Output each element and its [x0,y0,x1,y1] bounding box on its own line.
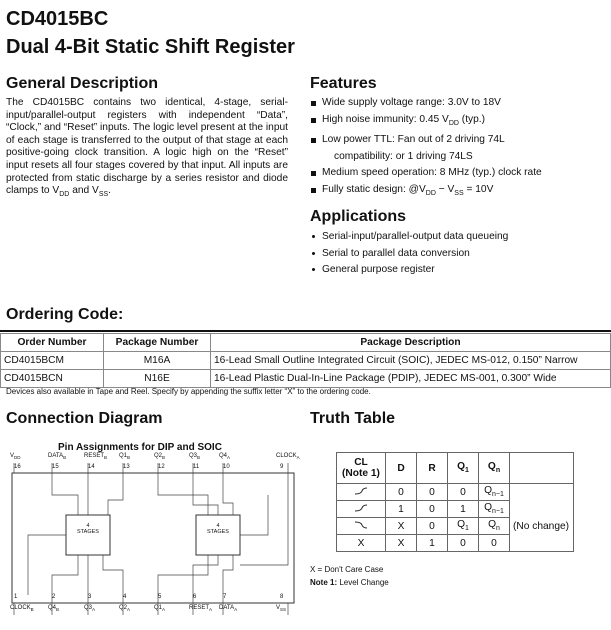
table-row [1,352,611,370]
cl-cell [337,484,386,501]
feature-item: Medium speed operation: 8 MHz (typ.) clock rate [310,165,610,182]
application-item: Serial-input/parallel-output data queueing [310,229,610,246]
table-row [337,484,574,501]
pin-label: $Q4_A$ [219,453,231,461]
features-heading: Features [310,75,377,92]
pin-number: 13 [123,464,130,470]
pin-label: $DATA_A$ [219,605,238,613]
pin-label: $V_{SS}$ [276,605,287,613]
d-cell: X [386,535,417,552]
d-cell: 0 [386,484,417,501]
connection-diagram-heading: Connection Diagram [6,410,163,427]
table-cell: 16-Lead Small Outline Integrated Circuit (SOIC), JEDEC MS-012, 0.150” Narrow [211,352,611,370]
cl-cell [337,501,386,518]
no-change-cell: (No change) [510,518,574,535]
feature-item: Wide supply voltage range: 3.0V to 18V [310,95,610,112]
col-q1: $Q_1$ [448,453,479,484]
stages-block-a: 4 STAGES [77,523,99,535]
pin-number: 10 [223,464,230,470]
part-number: CD4015BC [6,8,109,30]
ordering-table [0,333,611,388]
application-item: General purpose register [310,262,610,279]
pin-label: $Q2_A$ [119,605,131,613]
application-item: Serial to parallel data conversion [310,246,610,263]
pin-number: 9 [280,464,284,470]
q1-cell: 0 [448,484,479,501]
col-cl: CL (Note 1) [337,453,386,484]
pin-number: 4 [123,594,127,600]
pin-label: $RESET_A$ [189,605,213,613]
truth-table-heading: Truth Table [310,410,396,427]
applications-heading: Applications [310,208,407,225]
d-cell: 1 [386,501,417,518]
pin-label: $CLOCK_A$ [276,453,300,461]
cl-cell: X [337,535,386,552]
feature-item: Low power TTL: Fan out of 2 driving 74L [310,132,610,149]
pin-number: 7 [223,594,227,600]
pin-number: 5 [158,594,162,600]
feature-item: Fully static design: $@V_{DD} - V_{SS} = 10V$ [310,182,610,203]
pin-label: $Q1_B$ [119,453,131,461]
pin-number: 11 [193,464,200,470]
table-cell: M16A [104,352,211,370]
feature-item: High noise immunity: 0.45 $V_{DD}$ (typ.) [310,112,610,133]
ordering-col-header: Package Number [104,334,211,352]
table-row [337,535,574,552]
truth-note-1: Note 1: Level Change [310,578,389,587]
pin-label: $Q2_B$ [154,453,166,461]
truth-note-x: X = Don't Care Case [310,565,384,574]
applications-list [310,229,610,279]
table-row [1,370,611,388]
pin-label: $RESET_B$ [84,453,108,461]
no-change-cell [510,535,574,552]
pin-number: 14 [88,464,95,470]
q1-cell: $Q_1$ [448,518,479,535]
pin-number: 15 [52,464,59,470]
connection-subtitle: Pin Assignments for DIP and SOIC [58,442,222,453]
pin-number: 16 [14,464,21,470]
pin-number: 1 [14,594,18,600]
table-cell: CD4015BCN [1,370,104,388]
pin-number: 12 [158,464,165,470]
q1-cell: 0 [448,535,479,552]
qn-cell: $Q_{n-1}$ [479,501,510,518]
pin-label: $Q1_A$ [154,605,166,613]
r-cell: 1 [417,535,448,552]
no-change-cell [510,501,574,518]
d-cell: X [386,518,417,535]
pin-number: 6 [193,594,197,600]
no-change-cell [510,484,574,501]
qn-cell: $Q_{n-1}$ [479,484,510,501]
truth-table [336,452,574,552]
pin-number: 3 [88,594,92,600]
col-qn: $Q_n$ [479,453,510,484]
col-r: R [417,453,448,484]
table-cell: CD4015BCM [1,352,104,370]
col-d: D [386,453,417,484]
pin-label: $CLOCK_B$ [10,605,34,613]
feature-item: compatibility: or 1 driving 74LS [334,150,473,162]
general-description-heading: General Description [6,75,159,92]
pin-label: $DATA_B$ [48,453,67,461]
qn-cell: $Q_n$ [479,518,510,535]
pin-number: 8 [280,594,284,600]
r-cell: 0 [417,501,448,518]
pin-label: $Q4_B$ [48,605,60,613]
r-cell: 0 [417,484,448,501]
pin-label: $V_{DD}$ [10,453,21,461]
table-row [337,501,574,518]
pin-number: 2 [52,594,56,600]
pinout-diagram [8,455,298,625]
qn-cell: 0 [479,535,510,552]
ordering-col-header: Package Description [211,334,611,352]
q1-cell: 1 [448,501,479,518]
ordering-col-header: Order Number [1,334,104,352]
r-cell: 0 [417,518,448,535]
table-cell: 16-Lead Plastic Dual-In-Line Package (PDIP), JEDEC MS-001, 0.300” Wide [211,370,611,388]
general-description-text: The CD4015BC contains two identical, 4-stage, serial-input/parallel-output registers with independent “Data”, “Clock,” and “Reset” inputs. The logic level present at the input of each stage is transferred to the output of that stage at each positive-going clock transition. A logic high on the “Reset” input resets all four stages covered by that input. All inputs are protected from static discharge by a series resistor and diode clamps to $V_{DD}$ and $V_{SS}$. [6,97,288,199]
table-row [337,518,574,535]
table-cell: N16E [104,370,211,388]
page-title: Dual 4-Bit Static Shift Register [6,36,295,58]
stages-block-b: 4 STAGES [207,523,229,535]
pin-label: $Q3_B$ [189,453,201,461]
ordering-note: Devices also available in Tape and Reel. Specify by appending the suffix letter “X” to the ordering code. [6,387,371,396]
cl-cell [337,518,386,535]
ordering-code-heading: Ordering Code: [6,306,124,323]
pin-label: $Q3_A$ [84,605,96,613]
features-list [310,95,610,202]
